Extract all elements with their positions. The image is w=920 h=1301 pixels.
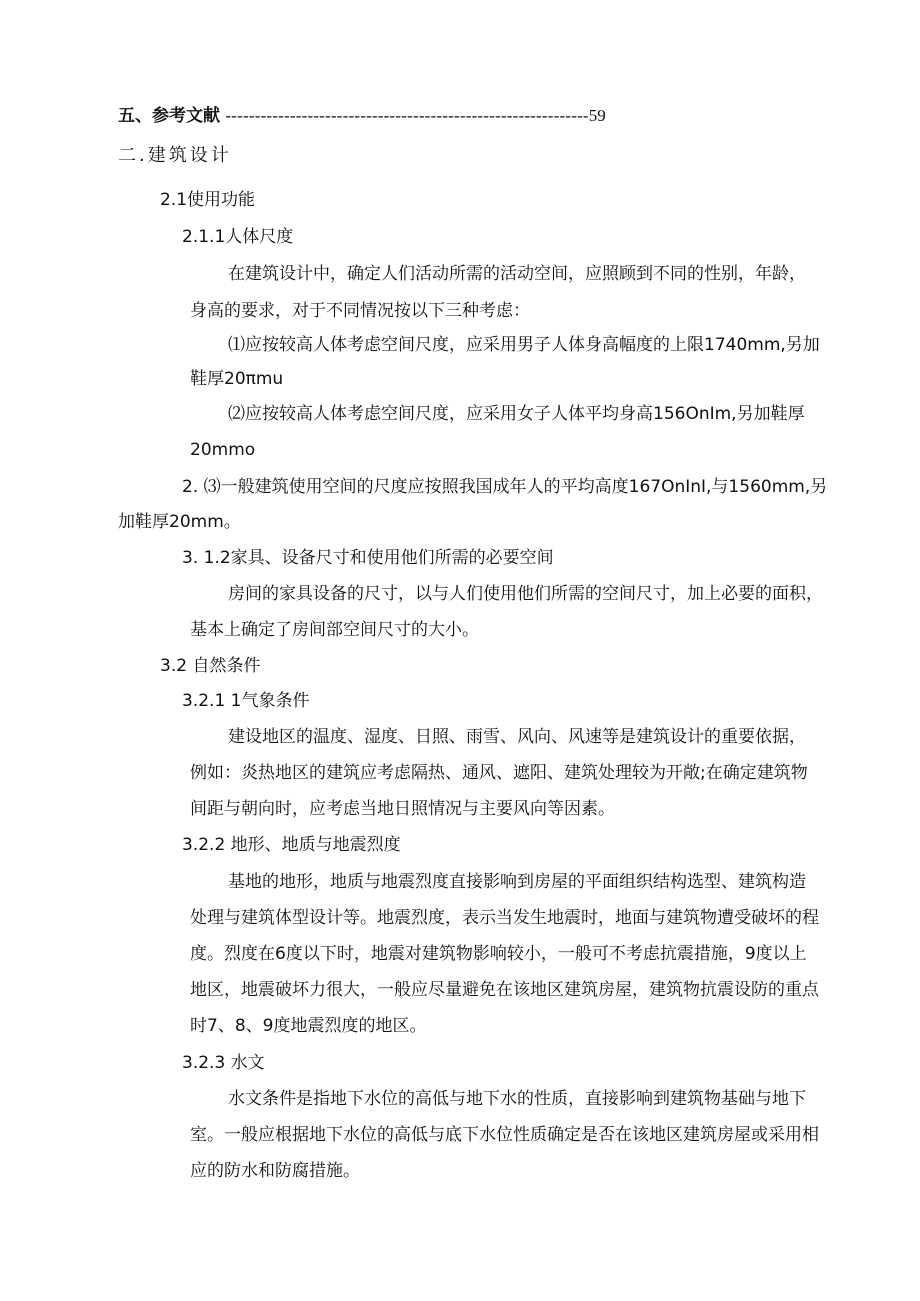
paragraph-line: 房间的家具设备的尺寸，以与人们使用他们所需的空间尺寸，加上必要的面积， bbox=[228, 584, 823, 604]
toc-entry-label: 五、参考文献 bbox=[118, 106, 220, 126]
paragraph-line: 处理与建筑体型设计等。地震烈度，表示当发生地震时，地面与建筑物遭受破坏的程 bbox=[190, 908, 819, 928]
list-item: 2. ⑶一般建筑使用空间的尺度应按照我国成年人的平均高度167OnInI,与1560mm,另 bbox=[182, 477, 828, 497]
paragraph-line: 基地的地形，地质与地震烈度直接影响到房屋的平面组织结构选型、建筑构造 bbox=[228, 872, 806, 892]
paragraph-line: 度。烈度在6度以下时，地震对建筑物影响较小，一般可不考虑抗震措施，9度以上 bbox=[190, 944, 807, 964]
section-heading: 二.建筑设计 bbox=[118, 145, 232, 166]
subsubsection-heading: 3.2.3 水文 bbox=[182, 1053, 265, 1073]
subsection-heading: 2.1使用功能 bbox=[160, 190, 256, 210]
paragraph-line: 身高的要求，对于不同情况按以下三种考虑： bbox=[190, 301, 530, 321]
paragraph-line: 间距与朝向时，应考虑当地日照情况与主要风向等因素。 bbox=[190, 799, 615, 819]
paragraph-line: 水文条件是指地下水位的高低与地下水的性质，直接影响到建筑物基础与地下 bbox=[228, 1089, 806, 1109]
paragraph-line: 在建筑设计中，确定人们活动所需的活动空间，应照顾到不同的性别，年龄， bbox=[228, 264, 806, 284]
list-item: ⑴应按较高人体考虑空间尺度，应采用男子人体身高幅度的上限1740mm,另加 bbox=[228, 335, 820, 355]
toc-page-number: 59 bbox=[588, 106, 606, 125]
list-item-continuation: 20mmo bbox=[190, 440, 256, 460]
toc-leader: -------------------------------------------------------------- bbox=[225, 106, 589, 125]
paragraph-line: 地区，地震破坏力很大，一般应尽量避免在该地区建筑房屋，建筑物抗震设防的重点 bbox=[190, 980, 819, 1000]
paragraph-line: 基本上确定了房间部空间尺寸的大小。 bbox=[190, 620, 479, 640]
toc-entry bbox=[118, 104, 606, 128]
list-item-continuation: 加鞋厚20mm。 bbox=[118, 512, 241, 532]
subsection-heading: 3.2 自然条件 bbox=[160, 656, 261, 676]
list-item: ⑵应按较高人体考虑空间尺度，应采用女子人体平均身高156OnIm,另加鞋厚 bbox=[228, 404, 805, 424]
subsubsection-heading: 3.2.2 地形、地质与地震烈度 bbox=[182, 835, 401, 855]
paragraph-line: 室。一般应根据地下水位的高低与底下水位性质确定是否在该地区建筑房屋或采用相 bbox=[190, 1125, 819, 1145]
paragraph-line: 时7、8、9度地震烈度的地区。 bbox=[190, 1016, 427, 1036]
subsubsection-heading: 2.1.1人体尺度 bbox=[182, 227, 294, 247]
subsubsection-heading: 3.2.1 1气象条件 bbox=[182, 691, 310, 711]
paragraph-line: 应的防水和防腐措施。 bbox=[190, 1161, 360, 1181]
paragraph-line: 建设地区的温度、湿度、日照、雨雪、风向、风速等是建筑设计的重要依据， bbox=[228, 727, 806, 747]
list-item-continuation: 鞋厚20πmu bbox=[190, 369, 284, 389]
paragraph-line: 例如：炎热地区的建筑应考虑隔热、通风、遮阳、建筑处理较为开敞;在确定建筑物 bbox=[190, 763, 808, 783]
subsubsection-heading: 3. 1.2家具、设备尺寸和使用他们所需的必要空间 bbox=[182, 548, 554, 568]
